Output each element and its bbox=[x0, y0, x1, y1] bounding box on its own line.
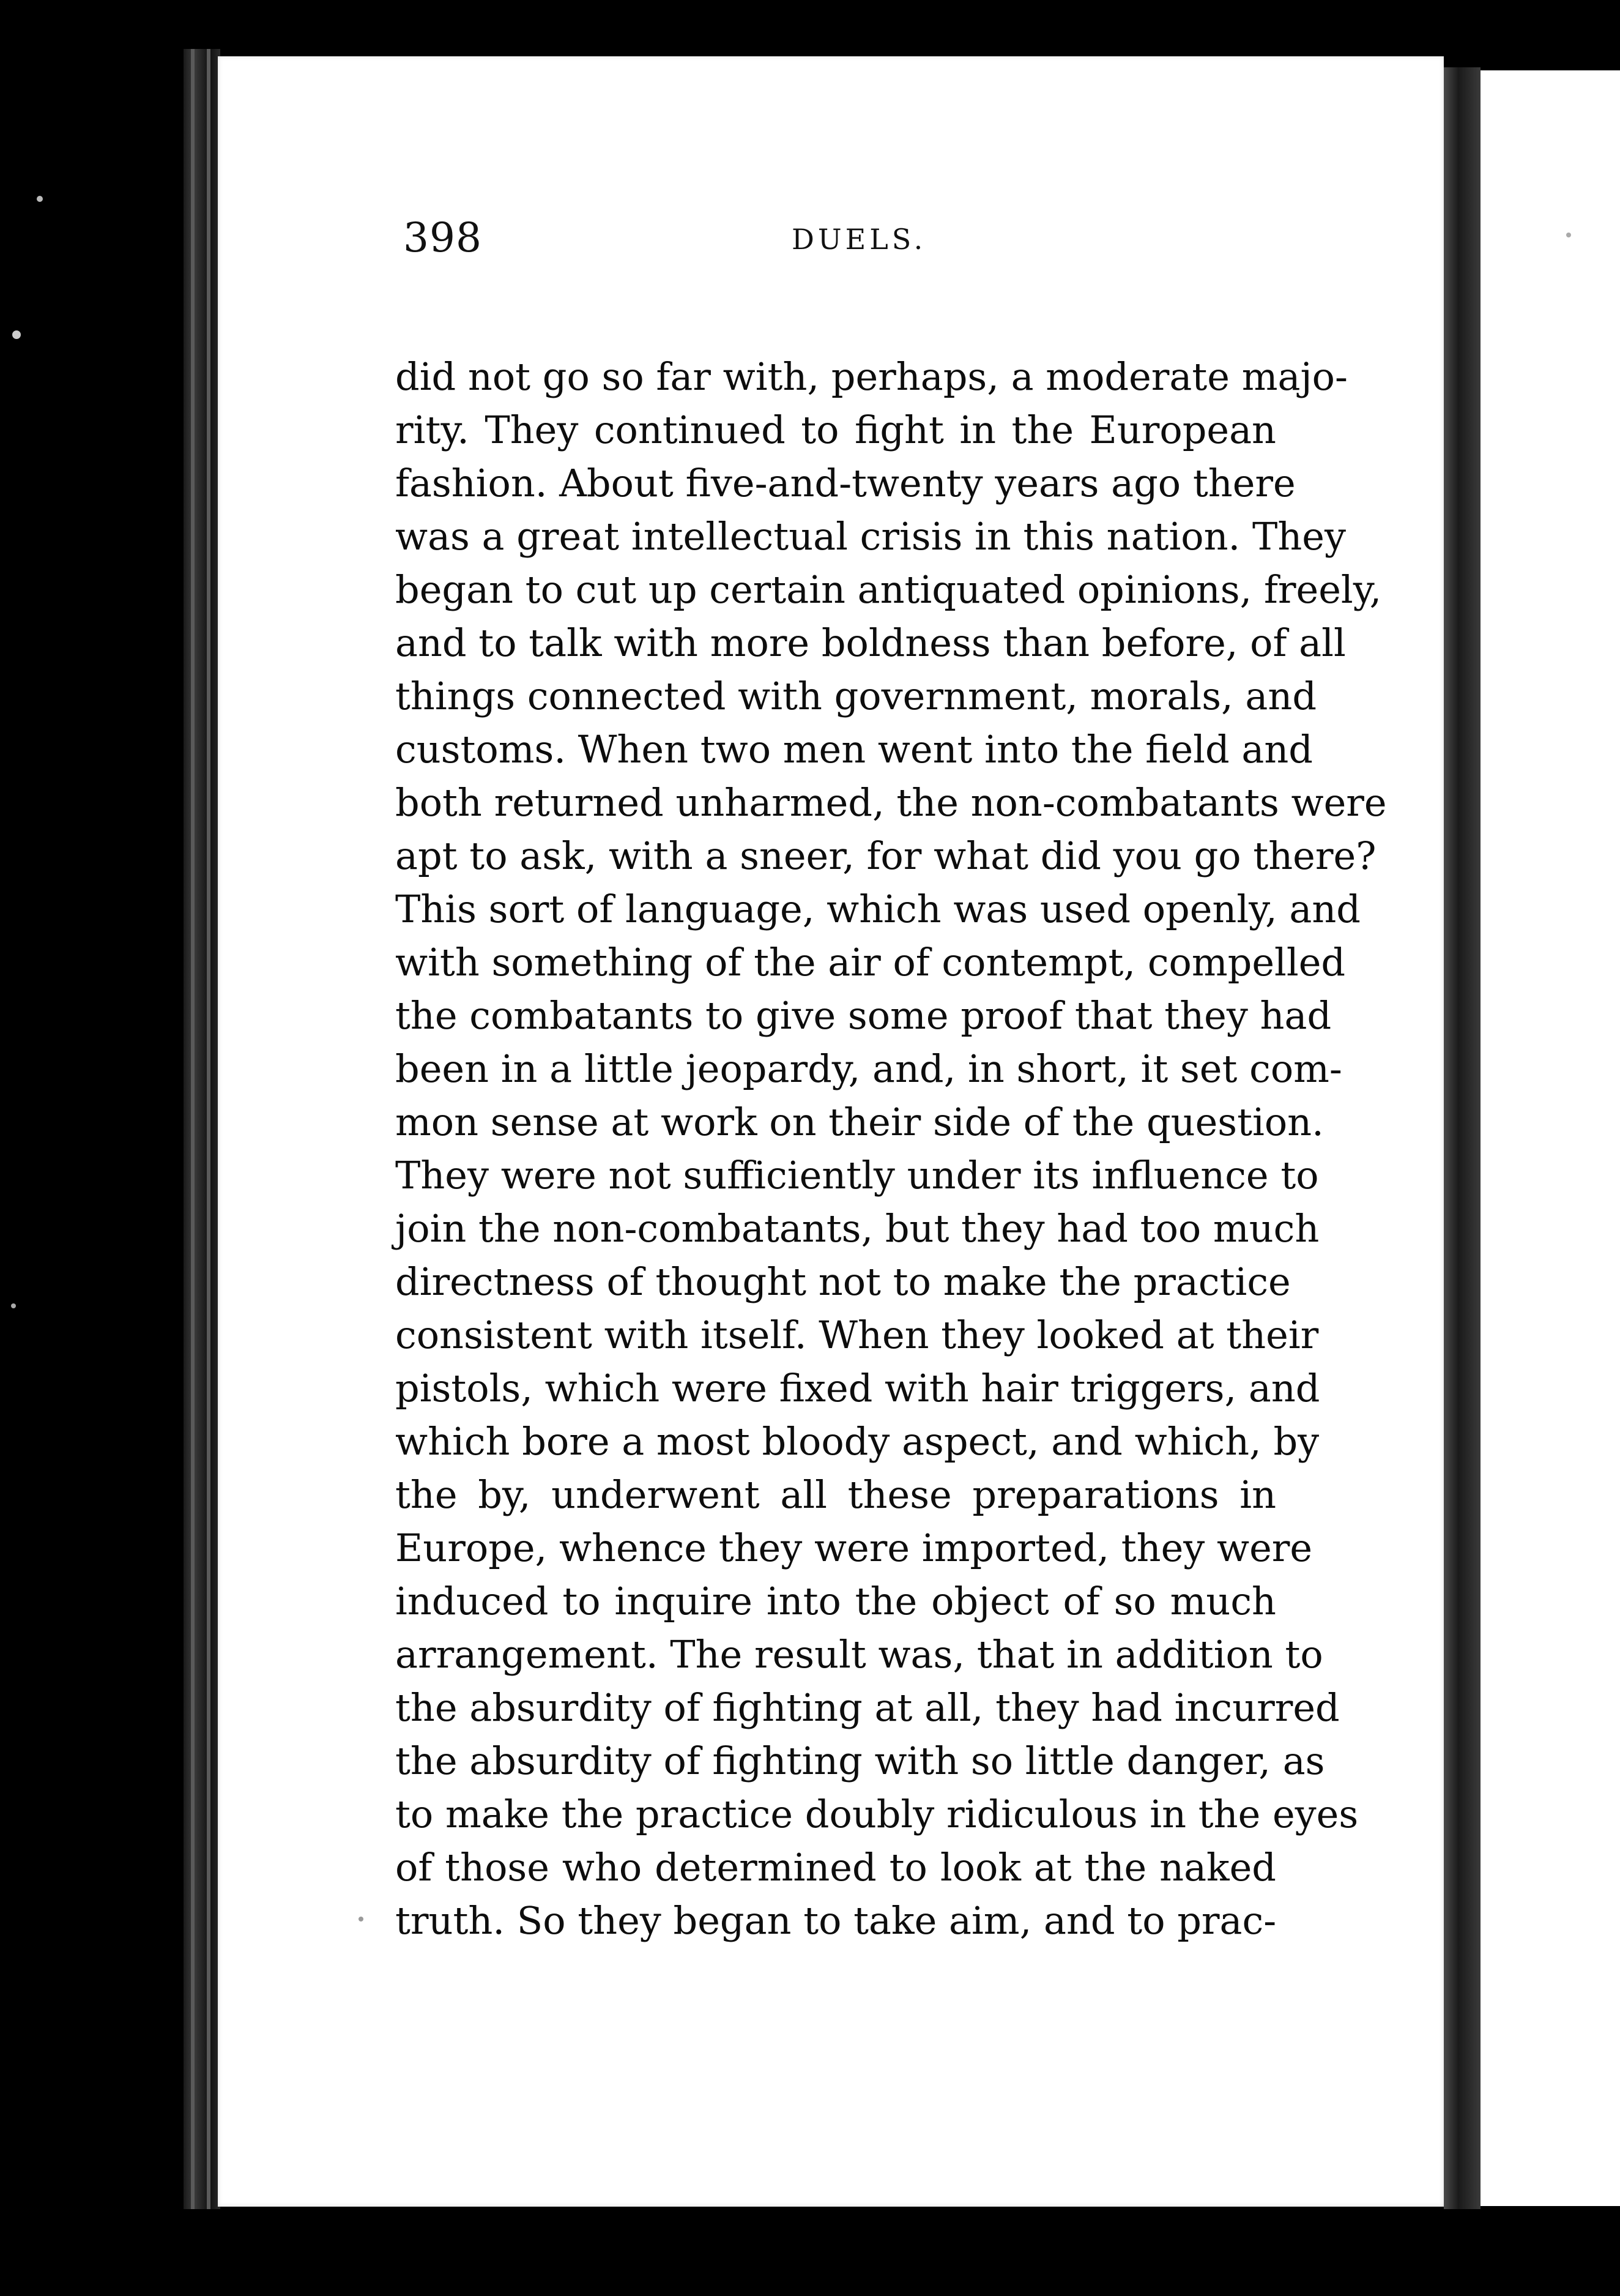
text-line: apt to ask, with a sneer, for what did you go there? bbox=[395, 833, 1377, 878]
text-line: things connected with government, morals, and bbox=[395, 674, 1317, 718]
running-head bbox=[218, 214, 1444, 281]
text-line: both returned unharmed, the non-combatants were bbox=[395, 780, 1387, 825]
dust-speck bbox=[12, 330, 21, 339]
next-page-edge bbox=[1444, 67, 1481, 2209]
next-page bbox=[1481, 70, 1620, 2206]
text-line: the absurdity of fighting with so little danger, as bbox=[395, 1739, 1325, 1783]
text-line: did not go so far with, perhaps, a moderate majo- bbox=[395, 354, 1348, 399]
text-line: pistols, which were fixed with hair triggers, and bbox=[395, 1366, 1320, 1411]
text-line: directness of thought not to make the practice bbox=[395, 1259, 1291, 1304]
text-line: join the non-combatants, but they had too much bbox=[395, 1206, 1320, 1251]
dust-speck bbox=[359, 1917, 363, 1921]
body-text bbox=[395, 350, 1387, 1947]
page-number: 398 bbox=[403, 214, 482, 261]
text-line: which bore a most bloody aspect, and which, by bbox=[395, 1419, 1320, 1464]
book-page bbox=[218, 56, 1444, 2207]
text-line: This sort of language, which was used openly, and bbox=[395, 887, 1361, 931]
text-line: consistent with itself. When they looked at their bbox=[395, 1313, 1319, 1357]
text-line: Europe, whence they were imported, they were bbox=[395, 1526, 1313, 1570]
book-binding bbox=[184, 49, 220, 2209]
text-line: mon sense at work on their side of the question. bbox=[395, 1100, 1324, 1144]
text-line: the combatants to give some proof that they had bbox=[395, 993, 1332, 1038]
text-line: the absurdity of fighting at all, they had incurred bbox=[395, 1685, 1340, 1730]
text-line: fashion. About five-and-twenty years ago there bbox=[395, 461, 1296, 505]
text-line: and to talk with more boldness than before, of all bbox=[395, 621, 1346, 665]
text-line: rity. They continued to fight in the European bbox=[395, 408, 1276, 452]
text-line: truth. So they began to take aim, and to prac- bbox=[395, 1898, 1277, 1943]
text-line: been in a little jeopardy, and, in short, it set com- bbox=[395, 1046, 1342, 1091]
text-line: arrangement. The result was, that in addition to bbox=[395, 1632, 1323, 1677]
dust-speck bbox=[1566, 233, 1571, 237]
text-line: was a great intellectual crisis in this nation. They bbox=[395, 514, 1346, 559]
text-line: customs. When two men went into the field and bbox=[395, 727, 1313, 772]
text-line: with something of the air of contempt, compelled bbox=[395, 940, 1346, 985]
running-title: DUELS. bbox=[792, 223, 927, 256]
text-line: of those who determined to look at the naked bbox=[395, 1845, 1276, 1890]
dust-speck bbox=[37, 196, 43, 202]
text-line: began to cut up certain antiquated opinions, freely, bbox=[395, 567, 1382, 612]
dust-speck bbox=[11, 1303, 16, 1308]
text-line: the by, underwent all these preparations in bbox=[395, 1472, 1276, 1517]
text-line: They were not sufficiently under its influence to bbox=[395, 1153, 1319, 1198]
text-line: induced to inquire into the object of so much bbox=[395, 1579, 1276, 1623]
text-line: to make the practice doubly ridiculous in the eyes bbox=[395, 1792, 1359, 1836]
